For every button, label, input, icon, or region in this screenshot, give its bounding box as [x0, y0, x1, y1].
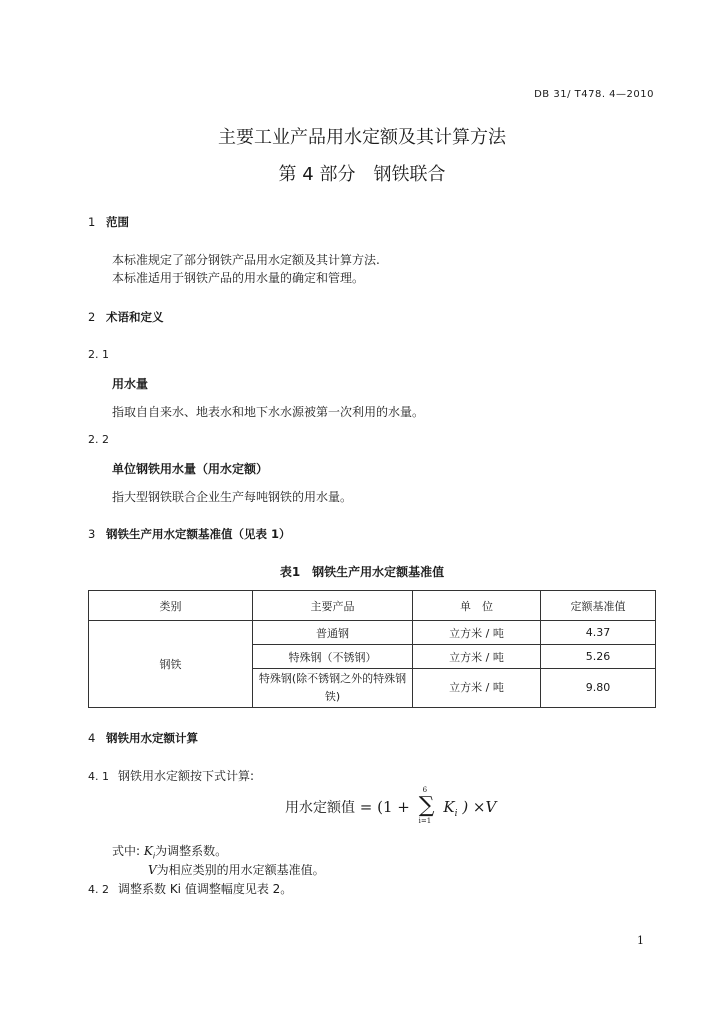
unit-cell: 立方米 / 吨: [413, 669, 541, 708]
clause-text: 钢铁用水定额按下式计算:: [118, 769, 255, 783]
where-v-description: 为相应类别的用水定额基准值。: [156, 863, 325, 877]
formula-k-subscript: i: [454, 809, 458, 819]
clause-number: 4. 1: [88, 770, 109, 783]
category-cell: 钢铁: [89, 621, 253, 708]
unit-cell: 立方米 / 吨: [413, 645, 541, 669]
section-title: 范围: [106, 215, 129, 229]
term-water-use-definition: 指取自自来水、地表水和地下水水源被第一次利用的水量。: [112, 405, 425, 419]
value-cell: 9.80: [541, 669, 656, 708]
column-header: 类别: [89, 591, 253, 621]
column-header: 主要产品: [253, 591, 413, 621]
product-cell: 特殊钢(除不锈钢之外的特殊钢铁): [253, 669, 413, 708]
clause-2-1-number: 2. 1: [88, 348, 109, 361]
table-1-caption: 表1 钢铁生产用水定额基准值: [279, 565, 445, 579]
formula-lhs: 用水定额值: [285, 800, 355, 816]
quota-table: [88, 590, 656, 708]
table-header-row: [89, 591, 656, 621]
formula-where-k: [112, 842, 227, 860]
section-title: 钢铁用水定额计算: [106, 731, 198, 745]
value-cell: 4.37: [541, 621, 656, 645]
table-row: [89, 621, 656, 645]
section-number: 2: [88, 310, 96, 324]
clause-2-2-number: 2. 2: [88, 433, 109, 446]
section-number: 3: [88, 527, 96, 541]
section-title: 钢铁生产用水定额基准值（见表 1）: [106, 527, 291, 541]
scope-paragraph-1: 本标准规定了部分钢铁产品用水定额及其计算方法.: [112, 253, 380, 267]
section-4-heading: [88, 730, 198, 746]
where-k-subscript: i: [152, 851, 156, 861]
section-title: 术语和定义: [106, 310, 164, 324]
product-cell: 特殊钢（不锈钢）: [253, 645, 413, 669]
clause-number: 4. 2: [88, 883, 109, 896]
column-header: 单 位: [413, 591, 541, 621]
summation-symbol: 6 ∑ i=1: [418, 786, 435, 825]
section-2-heading: [88, 309, 164, 325]
section-number: 4: [88, 731, 96, 745]
term-unit-water-use-definition: 指大型钢铁联合企业生产每吨钢铁的用水量。: [112, 490, 353, 504]
document-subtitle: 第 4 部分 钢铁联合: [278, 164, 446, 185]
section-3-heading: [88, 526, 291, 542]
clause-4-1: [88, 767, 254, 784]
value-cell: 5.26: [541, 645, 656, 669]
where-k-variable: K: [143, 844, 153, 858]
standard-code: DB 31/ T478. 4—2010: [534, 89, 654, 100]
unit-cell: 立方米 / 吨: [413, 621, 541, 645]
section-1-heading: [88, 214, 129, 230]
page-number: 1: [637, 934, 644, 947]
product-cell: 普通钢: [253, 621, 413, 645]
formula-rhs: ) ×V: [462, 798, 497, 816]
formula-operator: = (1 +: [359, 798, 410, 816]
document-title: 主要工业产品用水定额及其计算方法: [218, 127, 506, 148]
section-number: 1: [88, 215, 96, 229]
where-v-variable: V: [148, 863, 157, 877]
summation-lower-limit: i=1: [418, 817, 432, 825]
clause-text: 调整系数 Ki 值调整幅度见表 2。: [118, 882, 293, 896]
term-water-use: 用水量: [112, 377, 149, 391]
formula-k-variable: K: [443, 798, 455, 816]
scope-paragraph-2: 本标准适用于钢铁产品的用水量的确定和管理。: [112, 271, 365, 285]
formula-where-v: [148, 861, 325, 878]
clause-4-2: [88, 880, 292, 897]
term-unit-water-use: 单位钢铁用水量（用水定额）: [112, 462, 269, 476]
summation-upper-limit: 6: [422, 786, 428, 794]
quota-formula: [285, 786, 497, 835]
where-prefix: 式中:: [112, 844, 141, 858]
where-k-description: 为调整系数。: [155, 844, 228, 858]
column-header: 定额基准值: [541, 591, 656, 621]
